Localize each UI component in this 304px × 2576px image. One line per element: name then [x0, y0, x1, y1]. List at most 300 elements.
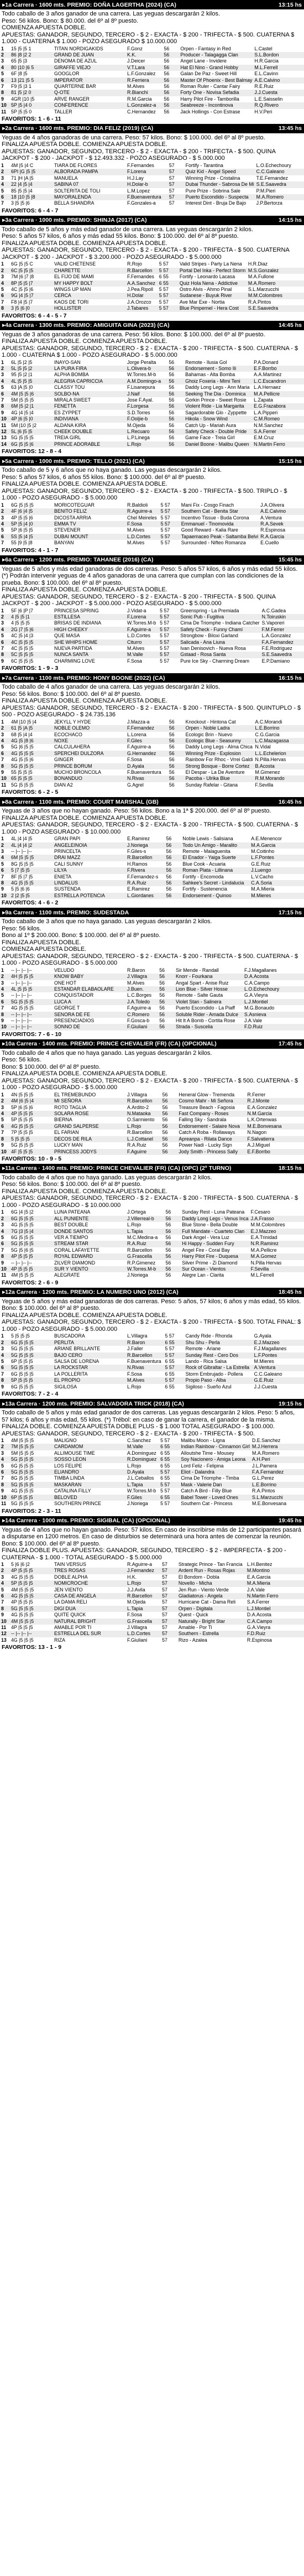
jockey: L.D.Cortes [126, 1631, 155, 1637]
horse-name: EL TREMEBUNDO [54, 1091, 96, 1097]
spacer [172, 1216, 181, 1222]
trainer: M.A.Garcia [250, 842, 304, 849]
jockey: M.Alves [127, 540, 145, 546]
pedigree: Sigiloso - Sueño Azul [185, 1383, 232, 1390]
weight: 56 [159, 893, 172, 899]
trainer: E.J.Mazzeo [250, 1229, 304, 1235]
recent-form: 4G |5 |5 |5 [10, 751, 53, 757]
race-header [0, 216, 304, 225]
spacer [166, 1018, 175, 1024]
spacer [176, 200, 185, 206]
table-row [0, 1625, 304, 1631]
condition-line: Bono: $ 100.000. del 6º al 8º puesto. [2, 1063, 101, 1070]
race-title: ▸2a Carrera · 1600 mts. PREMIO: DIA FELIZ (2019) (CA) [2, 125, 154, 132]
jockey: F.Lorgesa [126, 403, 162, 409]
spacer [170, 633, 179, 639]
trainer: F.J.Magallanes [244, 967, 277, 973]
table-row [0, 1142, 304, 1148]
jockey: J.Faller [127, 1346, 143, 1352]
race-conditions [0, 917, 304, 967]
recent-form: 3 |5 |6 |0 [10, 305, 53, 311]
favorites-line: FAVORITOS: 6 - 2 - 5 [2, 789, 59, 796]
trainer: J.A.Vale [247, 1586, 265, 1593]
weight: 57 [155, 1580, 169, 1586]
table-row [0, 1346, 304, 1352]
recent-form: 5 |6 |6 |2 [11, 1562, 30, 1567]
runner-number: 1 [1, 162, 4, 168]
horse-name: CASA DE ANGELA [53, 1593, 126, 1599]
jockey: J.Vidat-a [127, 607, 146, 613]
pedigree: Apreanpa - Rilata Dance [177, 1136, 246, 1142]
jockey: R.Barcellon [126, 268, 156, 274]
recent-form: 7M |6 |7 |8 [11, 274, 34, 280]
runner-number: 7 [1, 1247, 4, 1253]
favorites-line: FAVORITOS: 7 - 6 - 10 [2, 1031, 62, 1038]
recent-form: 5 |7 |5 |5 [10, 867, 53, 873]
pedigree: Orpen - Noble Ladra [185, 725, 254, 731]
horse-name: EL FIJO DE MAMI [54, 274, 95, 280]
horse-name: SOLTERITA DE TOLI [54, 188, 101, 194]
spacer [166, 1024, 175, 1030]
race-section [0, 1399, 304, 1516]
jockey: R.A.Ruiz [126, 1241, 159, 1247]
runner-number: 10 [0, 102, 10, 108]
trainer: G.L.Perez [251, 1475, 274, 1481]
jockey: C.Sanchez [127, 1438, 151, 1444]
pedigree: Daniel Boone - Malibu Queen [184, 441, 253, 447]
jockey: N.Rivas [126, 776, 163, 782]
trainer: L.F.Pontes [253, 1352, 304, 1359]
jockey: F.Ooljie-b [126, 416, 162, 422]
table-row [0, 52, 304, 58]
recent-form: 7M |5 |5 |5 [10, 1444, 53, 1450]
weight: 56 [169, 372, 175, 378]
jockey: F.Fernandez-s [127, 873, 159, 880]
horse-name: MASKARAN [53, 1482, 126, 1488]
recent-form: 5G |5 |5 |5 [11, 1501, 34, 1507]
trainer: S.A.Ferrer [253, 429, 304, 435]
trainer: A.E.Calvino [253, 77, 304, 84]
runner-number: 1 [1, 967, 4, 973]
race-time: 16:45 hs [278, 798, 302, 805]
table-row [0, 1024, 304, 1030]
pedigree: Fortify - Leonardo Lacasa [179, 274, 235, 280]
trainer: M.E.Bonvesana [246, 1123, 304, 1130]
favorites-line: FAVORITOS: 4 - 6 - 2 [2, 899, 59, 907]
trainer: L.L.Echelerion [254, 751, 304, 757]
pedigree: Fortify - Encomoda [182, 873, 224, 880]
runner-number: 2 [0, 1098, 10, 1104]
horse-name: TALLER [54, 108, 72, 115]
table-row [0, 1488, 304, 1494]
table-row [0, 1377, 304, 1383]
horse-name: INAYO-SAN [54, 359, 81, 365]
condition-line: Peso: 5 años 57 kilos, 6 años 55 kilos. Bono: $ 100.000. del 6º al 8º puesto. [2, 473, 206, 481]
pedigree: Rizo - Azalea [178, 1637, 207, 1643]
pedigree: Blue Cook - Acuaria [182, 861, 226, 867]
trainer: L.O.Echechoury [243, 986, 304, 992]
horse-name: ALBORADA PAMPA [53, 169, 126, 175]
weight: 56 [162, 403, 175, 409]
trainer: E.A.Garcia [247, 1574, 271, 1580]
table-row [0, 744, 304, 750]
runner-number: 4 [0, 986, 10, 992]
horse-name: PRINCESA SPRING [54, 607, 99, 613]
runner-number: 9 [1, 1142, 4, 1148]
runner-number: 3 [1, 1450, 4, 1456]
recent-form: 5M |5 |5 |5 [11, 1450, 34, 1456]
recent-form: 71 |H |A |5 [11, 175, 34, 181]
weight: 6 55 [158, 1444, 171, 1450]
runner-number: 2 [0, 974, 10, 980]
race-title: ▸9a Carrera · 1100 mts. PREMIO: SUDESTADA [2, 909, 129, 916]
trainer: C.C.Galeano [255, 169, 304, 175]
recent-form: 4P |5 |5 |5 [10, 1266, 53, 1272]
recent-form: 9G |4 |5 |7 [10, 293, 53, 299]
runner-number: 6 [0, 1469, 10, 1475]
recent-form: 7G |3 |5 |4 [10, 1229, 53, 1235]
jockey: R.Baron [127, 967, 145, 973]
runner-number: 5 [1, 1463, 4, 1469]
pedigree: Angel Fire - Coral Bay [182, 1247, 230, 1253]
weight: 56 [157, 65, 170, 71]
trainer: J.L.Pamera [251, 1463, 277, 1469]
runner-number: 5 [1, 527, 4, 533]
pedigree: Catch A Bird - Filly Blue [181, 1488, 232, 1494]
spacer [169, 1587, 177, 1593]
spacer [169, 1098, 177, 1104]
weight: 56 [159, 1266, 172, 1272]
runners-table [0, 360, 304, 448]
recent-form: 8F |5 |7 |5 [11, 873, 33, 880]
spacer [169, 1111, 177, 1117]
recent-form: 5G |6 |5 |5 [11, 744, 34, 750]
recent-form: 5P |6 |5 |5 [11, 527, 33, 533]
horse-name: TAIN VERSUS [54, 1562, 87, 1567]
weight: 5 57 [160, 633, 170, 639]
pedigree: Southern Cat - Princess [181, 1501, 233, 1507]
table-row [0, 1117, 304, 1123]
runner-number: 1 [1, 1209, 4, 1215]
spacer [175, 397, 184, 403]
horse-name: MIRALA SWEET [54, 397, 91, 403]
spacer [170, 305, 179, 311]
jockey: W.Torres.M-b [127, 1488, 156, 1494]
trainer: R.J.Monte [246, 1098, 304, 1104]
table-row [0, 992, 304, 998]
trainer: M.L.Ferrell [253, 65, 304, 71]
runner-number: 2 [0, 52, 10, 58]
table-row [0, 1463, 304, 1469]
table-row [0, 1352, 304, 1359]
jockey: F.Giles [126, 1495, 158, 1501]
weight: 56 [159, 1229, 172, 1235]
runner-number: 6 [0, 293, 10, 299]
runner-number: 6 [0, 194, 10, 200]
runner-number: 9 [1, 658, 4, 664]
spacer [170, 261, 179, 267]
horse-name: SUR Y VIENTO [53, 1266, 126, 1272]
weight: 56 [164, 45, 170, 51]
weight: 56 [162, 1104, 168, 1110]
horse-name: VELUDO [54, 967, 75, 973]
jockey: F.Gosca-b [127, 1018, 150, 1024]
jockey: L.Recuaro [126, 429, 162, 435]
weight: 56 [165, 1260, 171, 1266]
weight: 57 [169, 162, 175, 168]
jockey: F.Giuliani [126, 1024, 153, 1030]
condition-line: Bono: $ 100.000. del 6º al 8º puesto. [2, 1305, 101, 1312]
horse-name: EMMA TV [53, 521, 126, 527]
race-time: 19:15 hs [278, 1400, 302, 1407]
horse-name: ESTANDAR ELABAOLARE [53, 986, 126, 992]
table-row [0, 757, 304, 763]
table-row [0, 1229, 304, 1235]
condition-line: APUESTAS: GANADOR, SEGUNDO, TERCERO - $ 2 - EXACTA - $ 200 - TRIFECTA - $ 500. QUINA JACKPOT - $ 200 - JACKPOT - $ 12.493.332 - POZO ASEGURADO - $ 5.000.000 [2, 148, 276, 162]
pedigree: Endorsement - Quinoo [181, 893, 250, 899]
horse-name: WINGS UP MAN [54, 286, 91, 292]
spacer [166, 1012, 175, 1018]
table-row [0, 502, 304, 508]
trainer: S.E.Saavedra [255, 181, 304, 188]
table-row [0, 1365, 304, 1371]
pedigree: Noble Lewis - Salisiana [182, 836, 233, 842]
horse-name: NATURAL BRIGHT [53, 1619, 126, 1625]
jockey: M.Ojeda [127, 422, 146, 428]
table-row [0, 1456, 304, 1463]
pedigree: Violet Stan - Salinera [175, 999, 243, 1005]
jockey: D.Ayala [126, 1469, 158, 1475]
weight: 56 [162, 441, 175, 447]
jockey: R.Barcellon [126, 1593, 155, 1599]
weight: 56 [155, 1149, 169, 1155]
weight: 56 [166, 861, 172, 867]
trainer: L.E.Borrino [254, 725, 304, 731]
runner-number: 4 [0, 1229, 10, 1235]
trainer: G.A.Vieyra [247, 1625, 271, 1631]
race-time: 17:45 hs [278, 1040, 302, 1048]
trainer: L.H.Benitez [247, 1562, 272, 1567]
spacer [176, 1365, 185, 1371]
trainer: L.F.Pontes [250, 855, 304, 861]
spacer [172, 893, 181, 899]
weight: 56 [159, 855, 172, 861]
pedigree: Jen Run - Viento Verde [178, 1586, 229, 1593]
runner-number: 7 [1, 646, 4, 652]
trainer: R.A.Pintos [248, 299, 271, 305]
horse-name: SOLARA ROSE [53, 1111, 126, 1117]
recent-form: 2 |2 |5 |5 [10, 893, 53, 899]
horse-name: BONANDUO [53, 776, 126, 782]
runner-number: 7 [1, 1130, 4, 1136]
recent-form: 4 |5 |5 |5 [11, 620, 30, 626]
horse-name: GRAN PAPI [54, 836, 81, 842]
recent-form: 8G |5 |5 |5 [11, 1475, 34, 1481]
runner-number: 4 [0, 378, 10, 384]
trainer: G.E.Ruiz [253, 1377, 304, 1383]
weight: 56 [162, 429, 175, 435]
trainer: M.J.Herrera [251, 1444, 304, 1450]
trainer: S.A.Ferrer [247, 1599, 270, 1605]
runner-number: 3 [1, 980, 4, 986]
spacer [169, 1149, 177, 1155]
runner-number: 5 [1, 188, 4, 194]
jockey: Jorge Peralta [127, 359, 156, 365]
jockey: L.M.Lopez [127, 188, 150, 194]
trainer: R.A.Sevek [259, 521, 304, 527]
weight: 57 [155, 1631, 169, 1637]
condition-line: FINALIZA APUESTA DOBLE. COMIENZA APUESTA DOBLE. [2, 338, 167, 345]
table-row [0, 627, 304, 633]
jockey: F.Sosa [127, 658, 142, 664]
weight: 56 [169, 359, 175, 365]
table-row [0, 423, 304, 429]
spacer [176, 776, 185, 782]
jockey: L.D.Cortes [126, 534, 158, 540]
runner-number: 4 [0, 1580, 10, 1586]
recent-form: 13 |21 |5 5 [10, 77, 53, 84]
recent-form: 4M |5 |5 |6 [10, 391, 53, 397]
trainer: E.L.Cavinn [254, 71, 279, 77]
runner-number: 6 [0, 1123, 10, 1130]
recent-form: 6G |4 |5 |2 [11, 1209, 34, 1215]
recent-form: 4G |5 |5 |5 [10, 880, 53, 886]
spacer [176, 194, 185, 200]
pedigree: Safety Check - Funny Chamí [179, 627, 260, 633]
jockey: F.Buenaventura [127, 1359, 161, 1364]
trainer: M.M.Colombres [250, 1222, 285, 1228]
table-row [0, 1444, 304, 1450]
horse-name: CHARMING LOVE [54, 658, 95, 664]
race-time: 15:45 hs [278, 556, 302, 564]
race-section [0, 1516, 304, 1653]
runner-number: 9 [1, 1018, 4, 1024]
table-row [0, 719, 304, 725]
runner-number: 4 [0, 280, 10, 287]
table-row [0, 1272, 304, 1278]
runner-number: 8 [0, 1253, 10, 1260]
spacer [176, 1333, 185, 1339]
recent-form: 5M |10 |5 |2 [11, 422, 36, 428]
runner-number: 11 [1, 782, 7, 788]
table-row [0, 163, 304, 169]
table-row [0, 980, 304, 986]
condition-line: COMIENZA APUESTA DOBLE. [2, 946, 87, 953]
recent-form: 5F |6 |P |7 [11, 607, 33, 613]
spacer [166, 1005, 175, 1011]
jockey: L.Tapia [126, 1482, 158, 1488]
runner-number: 12 [0, 1631, 10, 1637]
weight: 56 [153, 974, 166, 980]
pedigree: Incentivo Tissue - Buda Corona [181, 514, 249, 521]
weight: 56 [159, 867, 172, 873]
race-header [0, 908, 304, 917]
recent-form: 4L |5 |5 |5 [10, 378, 53, 384]
recent-form: 4C |5 |4 |3 [11, 633, 34, 639]
table-row [0, 1612, 304, 1618]
spacer [175, 391, 184, 397]
jockey: F.Lorena [126, 614, 157, 620]
jockey: J.A.Toledo [126, 999, 153, 1005]
pedigree: Strategic Prince - Tan Francia [178, 1562, 243, 1567]
spacer [171, 508, 180, 514]
table-row [0, 372, 304, 378]
trainer: R.Espinosa [260, 527, 286, 533]
horse-name: SONNO DE [53, 1024, 126, 1030]
horse-name: CORAL LAFAYETTE [54, 1247, 99, 1253]
jockey: R.M.Garcia [127, 96, 152, 102]
condition-line: Todo caballo de 3 años que no haya ganado. Las yeguas descargarán 2 kilos. [2, 918, 212, 925]
spacer [170, 658, 179, 664]
weight: 56 [159, 842, 172, 849]
jockey: M.Valle [126, 1444, 158, 1450]
pedigree: Rainbow For Rhoc - Vrrei Galdi [185, 757, 253, 763]
horse-name: CERCA [53, 293, 126, 299]
horse-name: SENORA DE FE [53, 1012, 126, 1018]
horse-name: QUARTERNE BAR [54, 83, 96, 89]
trainer: S.E.Saavedra [261, 652, 304, 658]
trainer: F.A.Fernandez [261, 639, 304, 646]
condition-line: Todo caballo de 5 y 6 años que no haya ganado. Las yeguas descargarán 2 kilos. [2, 467, 222, 474]
recent-form: 85 |5 |5 |4 [11, 188, 33, 194]
runner-number: 7 [1, 1475, 4, 1481]
runner-number: 6 [0, 1365, 10, 1371]
weight: 57 [163, 181, 176, 188]
pedigree: Game Face - Treia Girl [185, 435, 235, 441]
condition-line: Peso: 56 kilos. [2, 925, 41, 932]
race-header [0, 1039, 304, 1049]
jockey: Citurro [126, 639, 157, 646]
weight: 56 [163, 738, 176, 744]
race-section [0, 1164, 304, 1288]
jockey: A.Dominguez [127, 1450, 156, 1456]
weight: 5 57 [156, 268, 170, 274]
spacer [170, 268, 179, 274]
runner-number: 7 [1, 83, 4, 89]
race-title: ▸1a Carrera · 1600 mts. PREMIO: DOÑA LAGERTHA (2024) (CA) [2, 1, 176, 8]
weight: 56 [165, 1209, 171, 1215]
recent-form: -- |-- |-- |-- [11, 992, 32, 998]
horse-name: MI SEÑORA [53, 1098, 126, 1104]
spacer [170, 639, 179, 646]
spacer [170, 84, 179, 90]
jockey: V.T.Lara [126, 65, 157, 71]
recent-form: 5G |5 |5 |5 [11, 1142, 34, 1148]
runner-number: 8 [0, 403, 10, 409]
runner-number: 2 [0, 1568, 10, 1574]
jockey: J.J.Avila [127, 1586, 145, 1593]
weight: 56 [159, 880, 172, 886]
spacer [175, 441, 184, 447]
pedigree: Gladiatorus - Angela [177, 1593, 246, 1599]
runner-number: 2 [0, 508, 10, 514]
recent-form: 5G |5 |5 |5 [10, 1456, 53, 1463]
pedigree: Blue Pimpernel - Hera Cost [179, 305, 247, 311]
condition-line: APUESTAS: GANADOR, SEGUNDO, TERCERO - $ 2 - EXACTA - $ 200 - TRIFECTA - $ 500. CUATERNA - $ 1.000 - CUATERNA $ 1.000 - POZO ASEGURADO - $ 5.000.000 [2, 345, 298, 359]
table-row [0, 77, 304, 84]
runner-number: 11 [1, 1272, 7, 1278]
recent-form: 7P |5 |5 |5 [11, 1130, 33, 1136]
jockey: R.Aguirre-a [126, 508, 158, 514]
recent-form: 4P |5 |5 |5 [10, 1568, 53, 1574]
table-row [0, 58, 304, 64]
runner-number: 5 [1, 633, 4, 639]
table-row [0, 1501, 304, 1507]
jockey: M.Alves [127, 83, 145, 89]
condition-line: FINALIZA APUESTA DOBLE. COMIENZA APUESTA DOBLE. [2, 141, 167, 148]
jockey: J.Villagra [127, 1091, 148, 1097]
runner-number: 4 [0, 738, 10, 744]
